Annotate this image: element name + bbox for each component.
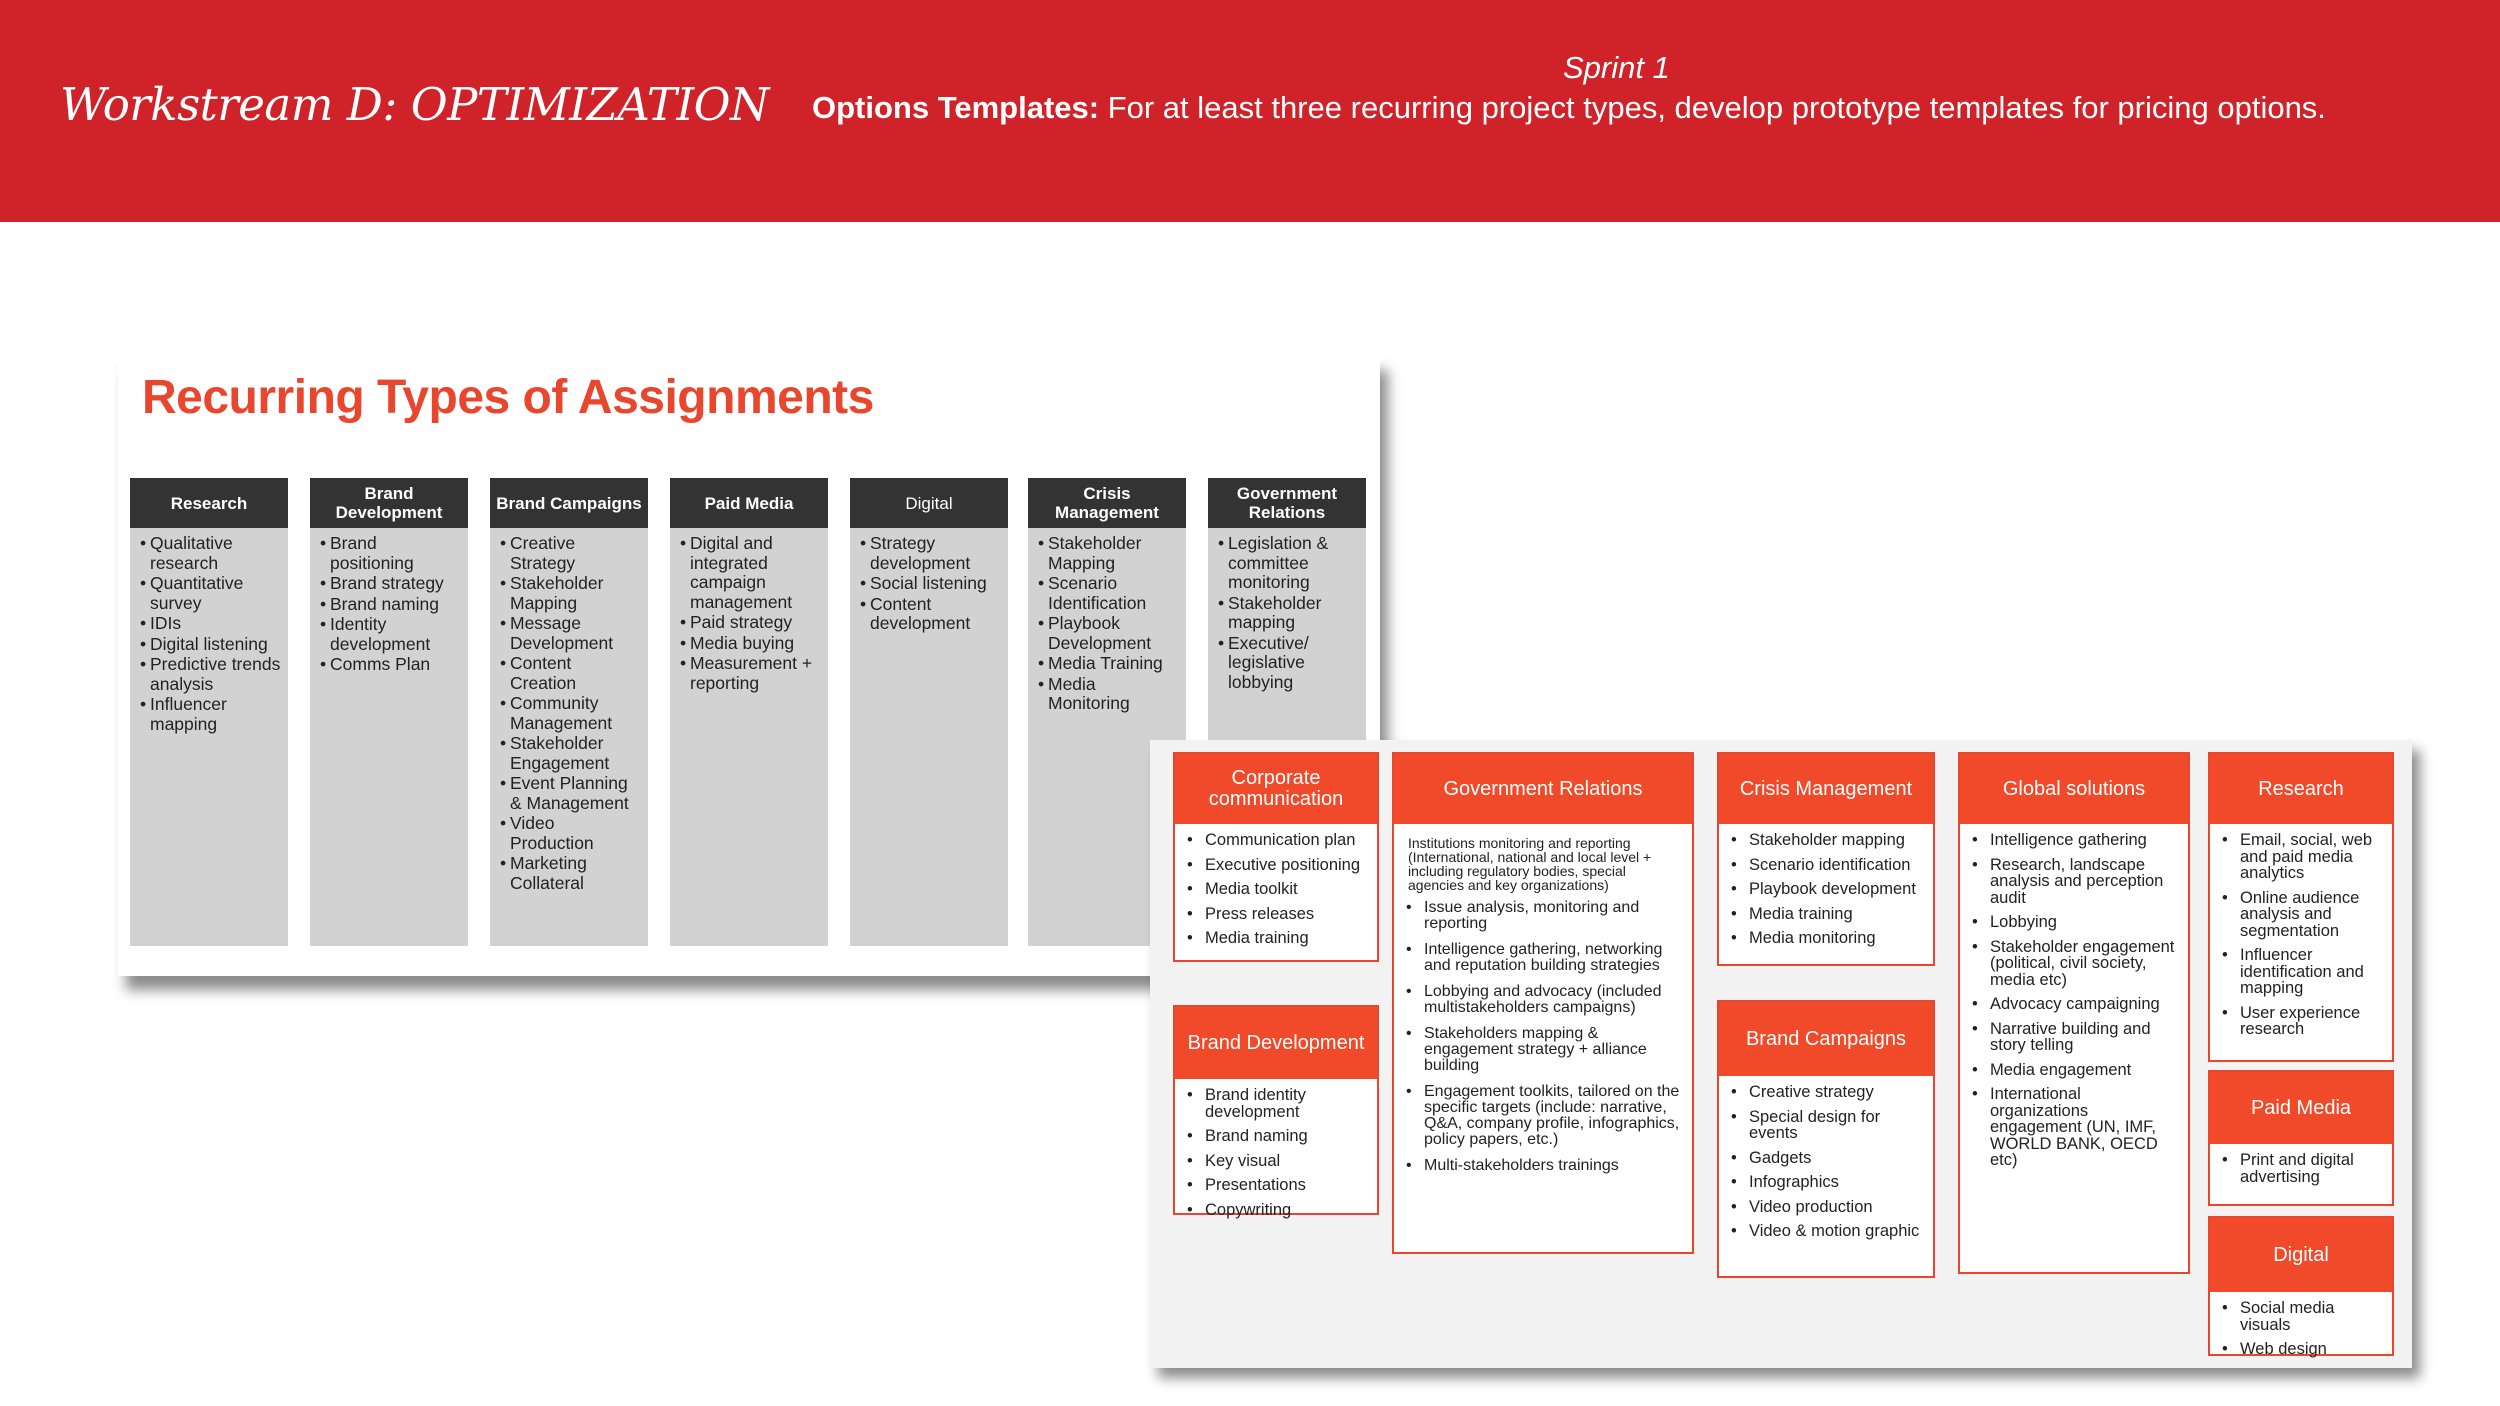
- list-item: • Brand positioning: [320, 534, 462, 573]
- card-list: [2210, 1144, 2392, 1185]
- card-list: [2210, 1292, 2392, 1358]
- column-list: [130, 528, 288, 734]
- list-item: • Media buying: [680, 634, 822, 654]
- list-item: • Infographics: [1729, 1174, 1927, 1191]
- column-list: [1208, 528, 1366, 692]
- card-government-relations: [1392, 752, 1694, 1254]
- slide1-title: Recurring Types of Assignments: [142, 371, 874, 424]
- list-item: • Media training: [1729, 906, 1927, 923]
- list-item: • Special design for events: [1729, 1109, 1927, 1142]
- list-item: • Playbook development: [1729, 881, 1927, 898]
- column-heading: Brand Campaigns: [490, 478, 648, 528]
- slide-service-catalog: [1150, 740, 2412, 1368]
- column-digital: [850, 478, 1008, 946]
- list-item: • Social media visuals: [2220, 1300, 2386, 1333]
- list-item: • Digital and integrated campaign management: [680, 534, 822, 612]
- column-heading: Digital: [850, 478, 1008, 528]
- column-paid-media: [670, 478, 828, 946]
- card-brand-development: [1173, 1005, 1379, 1219]
- sprint-label: Sprint 1: [1563, 50, 1670, 85]
- list-item: • Digital listening: [140, 635, 282, 655]
- list-item: • Communication plan: [1185, 832, 1371, 849]
- card-heading: Corporate communication: [1175, 754, 1377, 824]
- card-heading: Government Relations: [1394, 754, 1692, 824]
- list-item: • Scenario Identification: [1038, 574, 1180, 613]
- card-heading: Global solutions: [1960, 754, 2188, 824]
- list-item: • Intelligence gathering: [1970, 832, 2182, 849]
- list-item: • Paid strategy: [680, 613, 822, 633]
- card-list: [1175, 1079, 1377, 1218]
- column-list: [490, 528, 648, 893]
- list-item: • Video & motion graphic: [1729, 1223, 1927, 1240]
- list-item: • Key visual: [1185, 1153, 1371, 1170]
- list-item: • Gadgets: [1729, 1150, 1927, 1167]
- list-item: • Intelligence gathering, networking and reputation building strategies: [1404, 942, 1686, 974]
- list-item: • User experience research: [2220, 1005, 2386, 1038]
- list-item: • Press releases: [1185, 906, 1371, 923]
- list-item: • Strategy development: [860, 534, 1002, 573]
- card-heading: Digital: [2210, 1218, 2392, 1292]
- list-item: • Stakeholder Mapping: [500, 574, 642, 613]
- list-item: • Engagement toolkits, tailored on the specific targets (include: narrative, Q&A, company profile, infographics, policy papers, etc.): [1404, 1084, 1686, 1148]
- column-brand-campaigns: [490, 478, 648, 946]
- list-item: • Media training: [1185, 930, 1371, 947]
- list-item: • Copywriting: [1185, 1202, 1371, 1219]
- list-item: • Stakeholder mapping: [1218, 594, 1360, 633]
- list-item: • Message Development: [500, 614, 642, 653]
- column-heading: Research: [130, 478, 288, 528]
- list-item: • Scenario identification: [1729, 857, 1927, 874]
- list-item: • Stakeholders mapping & engagement strategy + alliance building: [1404, 1026, 1686, 1074]
- list-item: • Online audience analysis and segmentation: [2220, 890, 2386, 940]
- card-heading: Paid Media: [2210, 1072, 2392, 1144]
- card-list: [1175, 824, 1377, 947]
- column-heading: Paid Media: [670, 478, 828, 528]
- list-item: • Multi-stakeholders trainings: [1404, 1158, 1686, 1174]
- list-item: • Media engagement: [1970, 1062, 2182, 1079]
- card-list: [1719, 824, 1933, 947]
- list-item: • Media Training: [1038, 654, 1180, 674]
- subtitle-bold: Options Templates:: [812, 90, 1100, 125]
- list-item: • Print and digital advertising: [2220, 1152, 2386, 1185]
- list-item: • Influencer mapping: [140, 695, 282, 734]
- list-item: • Brand strategy: [320, 574, 462, 594]
- card-list: [2210, 824, 2392, 1038]
- list-item: • Email, social, web and paid media analytics: [2220, 832, 2386, 882]
- list-item: • Issue analysis, monitoring and reporting: [1404, 900, 1686, 932]
- card-list: [1960, 824, 2188, 1169]
- list-item: • Influencer identification and mapping: [2220, 947, 2386, 997]
- list-item: • IDIs: [140, 614, 282, 634]
- list-item: • International organizations engagement (UN, IMF, WORLD BANK, OECD etc): [1970, 1086, 2182, 1169]
- list-item: • Marketing Collateral: [500, 854, 642, 893]
- list-item: • Qualitative research: [140, 534, 282, 573]
- list-item: • Lobbying and advocacy (included multistakeholders campaigns): [1404, 984, 1686, 1016]
- header-subtitle: [812, 90, 2326, 126]
- list-item: • Brand naming: [1185, 1128, 1371, 1145]
- card-list: [1719, 1076, 1933, 1240]
- list-item: • Stakeholder engagement (political, civil society, media etc): [1970, 939, 2182, 989]
- card-intro: Institutions monitoring and reporting (International, national and local level + including regulatory bodies, special agencies and key organizations): [1408, 835, 1652, 893]
- column-brand-development: [310, 478, 468, 946]
- workstream-title: Workstream D: OPTIMIZATION: [60, 78, 769, 131]
- card-brand-campaigns: [1717, 1000, 1935, 1278]
- card-heading: Brand Campaigns: [1719, 1002, 1933, 1076]
- card-research: [2208, 752, 2394, 1062]
- list-item: • Web design: [2220, 1341, 2386, 1358]
- subtitle-text: For at least three recurring project types, develop prototype templates for pricing options.: [1099, 90, 2326, 125]
- list-item: • Brand identity development: [1185, 1087, 1371, 1120]
- list-item: • Advocacy campaigning: [1970, 996, 2182, 1013]
- card-crisis-management: [1717, 752, 1935, 966]
- list-item: • Comms Plan: [320, 655, 462, 675]
- list-item: • Community Management: [500, 694, 642, 733]
- list-item: • Content development: [860, 595, 1002, 634]
- list-item: • Measurement + reporting: [680, 654, 822, 693]
- list-item: • Quantitative survey: [140, 574, 282, 613]
- column-heading: Government Relations: [1208, 478, 1366, 528]
- card-paid-media: [2208, 1070, 2394, 1206]
- list-item: • Predictive trends analysis: [140, 655, 282, 694]
- list-item: • Narrative building and story telling: [1970, 1021, 2182, 1054]
- column-list: [670, 528, 828, 693]
- card-heading: Research: [2210, 754, 2392, 824]
- column-heading: Crisis Management: [1028, 478, 1186, 528]
- list-item: • Executive positioning: [1185, 857, 1371, 874]
- card-digital: [2208, 1216, 2394, 1356]
- list-item: • Brand naming: [320, 595, 462, 615]
- list-item: • Identity development: [320, 615, 462, 654]
- column-research: [130, 478, 288, 946]
- list-item: • Stakeholder Mapping: [1038, 534, 1180, 573]
- list-item: • Research, landscape analysis and perception audit: [1970, 857, 2182, 907]
- card-global-solutions: [1958, 752, 2190, 1274]
- card-heading: Crisis Management: [1719, 754, 1933, 824]
- list-item: • Stakeholder Engagement: [500, 734, 642, 773]
- list-item: • Media toolkit: [1185, 881, 1371, 898]
- list-item: • Creative strategy: [1729, 1084, 1927, 1101]
- list-item: • Playbook Development: [1038, 614, 1180, 653]
- list-item: • Stakeholder mapping: [1729, 832, 1927, 849]
- list-item: • Creative Strategy: [500, 534, 642, 573]
- column-list: [310, 528, 468, 675]
- list-item: • Lobbying: [1970, 914, 2182, 931]
- list-item: • Presentations: [1185, 1177, 1371, 1194]
- column-list: [850, 528, 1008, 634]
- card-heading: Brand Development: [1175, 1007, 1377, 1079]
- list-item: • Content Creation: [500, 654, 642, 693]
- list-item: • Legislation & committee monitoring: [1218, 534, 1360, 593]
- list-item: • Social listening: [860, 574, 1002, 594]
- list-item: • Media Monitoring: [1038, 675, 1180, 714]
- card-list: [1394, 892, 1692, 1174]
- column-list: [1028, 528, 1186, 714]
- card-corporate-communication: [1173, 752, 1379, 962]
- list-item: • Media monitoring: [1729, 930, 1927, 947]
- list-item: • Video production: [1729, 1199, 1927, 1216]
- list-item: • Executive/ legislative lobbying: [1218, 634, 1360, 693]
- column-heading: Brand Development: [310, 478, 468, 528]
- list-item: • Video Production: [500, 814, 642, 853]
- header-band: [0, 0, 2500, 222]
- list-item: • Event Planning & Management: [500, 774, 642, 813]
